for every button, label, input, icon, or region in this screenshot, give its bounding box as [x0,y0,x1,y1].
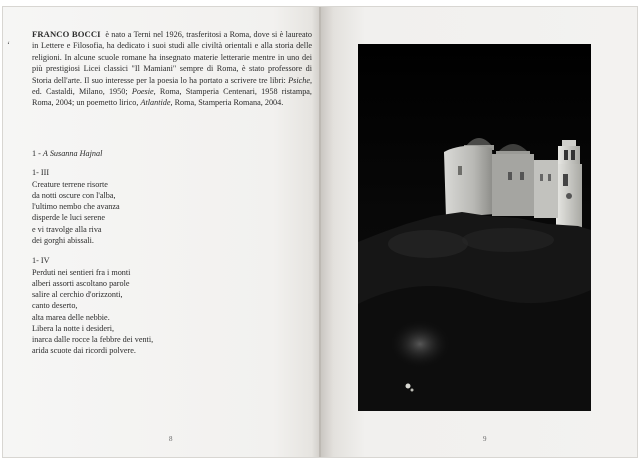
street-light [406,384,411,389]
poem-line: dei gorghi abissali. [32,235,94,245]
author-name: FRANCO BOCCI [32,29,101,39]
poem-line: salire al cerchio d'orizzonti, [32,290,123,300]
dedication-name: A Susanna Hajnal [42,149,103,158]
poem-dedication [32,148,102,159]
book-info-psiche: , ed. Castaldi, Milano, 1950; [32,75,312,97]
book-spread [2,6,638,458]
poem-1-IV [32,255,153,356]
poem-line: da notti oscure con l'alba, [32,190,116,200]
poem-number: 1- III [32,168,50,177]
illuminated-rock [390,320,450,368]
poem-number: 1- IV [32,256,50,265]
book-title-psiche: Psiche [288,75,310,85]
book-info-atlantide: , Roma, Stamperia Romana, 2004. [170,98,284,108]
page-number-left: 8 [169,435,173,443]
book-title-poesie: Poesie [131,87,154,97]
page-number-right: 9 [483,435,487,443]
book-title-atlantide: Atlantide [140,98,171,108]
poem-line: disperde le luci serene [32,213,105,223]
poem-1-III [32,167,120,246]
photo-illustration [358,44,591,411]
left-page [3,7,321,457]
poem-line: canto deserto, [32,301,78,311]
poem-line: inarca dalle rocce la febbre dei venti, [32,334,154,344]
margin-mark: ‘ [7,40,10,50]
poem-line: arida scuote dai ricordi polvere. [32,346,136,356]
poem-line: alberi assorti ascoltano parole [32,278,130,288]
author-bio [32,29,312,109]
poem-line: Libera la notte i desideri, [32,323,115,333]
poem-line: Creature terrene risorte [32,179,108,189]
night-castle-photo [358,44,591,411]
book-info-poesie: , Roma, Stamperia Centenari, 1958 ristampa, Roma, 2004; un poemetto lirico, [32,87,312,108]
bio-text: è nato a Terni nel 1926, trasferitosi a Roma, dove si è laureato in Lettere e Filosofia, ha dedicato i suoi studi alle civiltà orientali e alla storia delle religioni. In alcune scuole romane ha insegnato materie letterarie mentre in uno dei più prestigiosi Licei classici "Il Mamiani" sempre di Roma, è stato professore di Storia dell'arte. Il suo interesse per la poesia lo ha portato a scrivere tre libri: [32,30,312,85]
poem-line: alta marea delle nebbie. [32,312,110,322]
dedication-prefix: 1 - [32,149,43,158]
poem-line: l'ultimo nembo che avanza [32,202,120,212]
poem-line: e vi travolge alla riva [32,224,102,234]
poem-line: Perduti nei sentieri fra i monti [32,267,131,277]
